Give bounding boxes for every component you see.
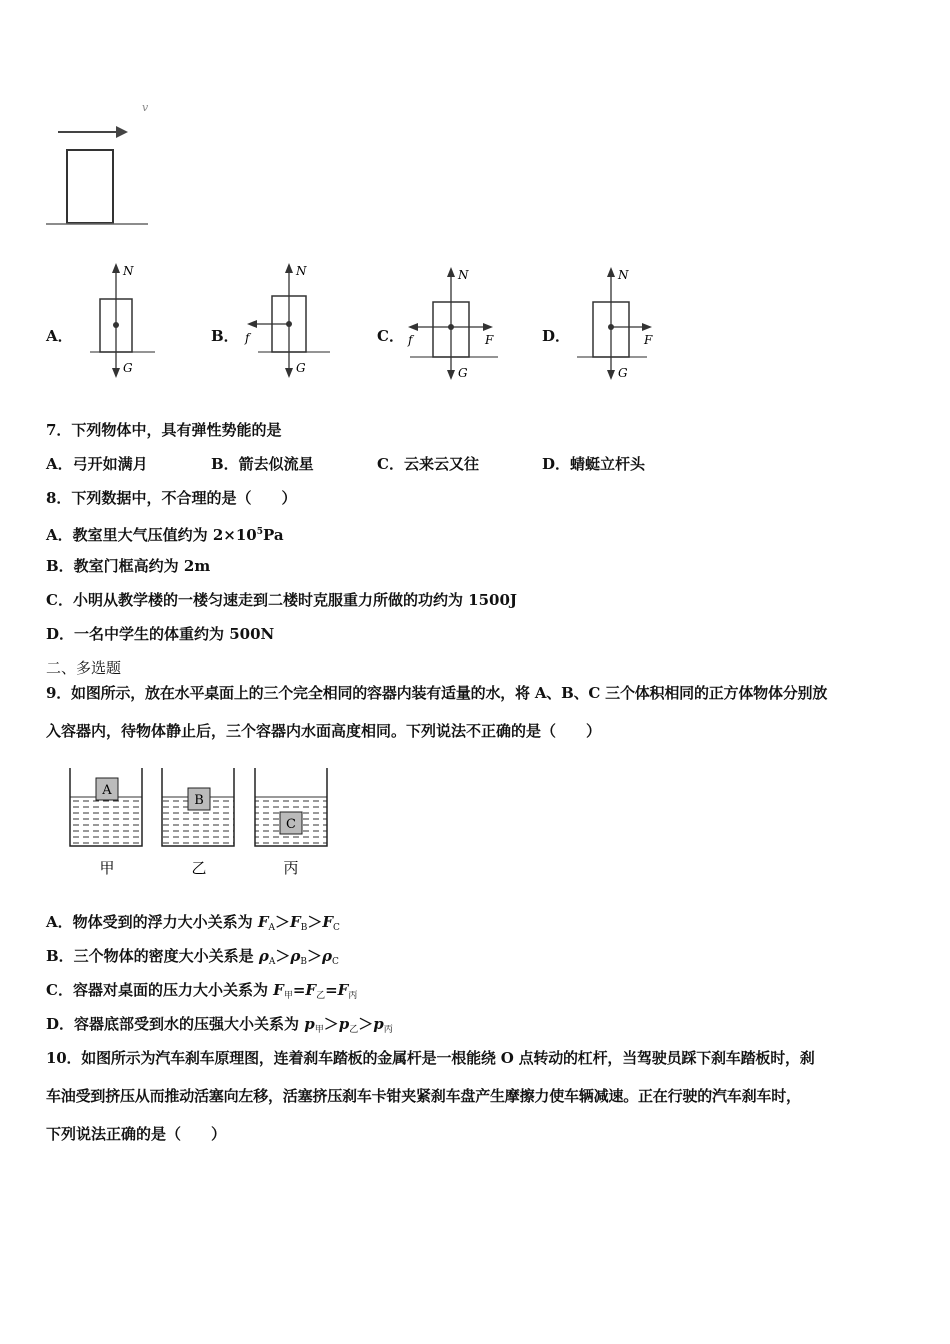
applied-force-arrowhead — [483, 323, 493, 331]
water — [70, 797, 142, 845]
center-point — [448, 324, 454, 330]
caption-bing: 丙 — [283, 859, 299, 877]
velocity-arrow-head — [116, 126, 128, 138]
q8-option-c[interactable]: C．小明从教学楼的一楼匀速走到二楼时克服重力所做的功约为 1500J — [46, 591, 518, 609]
force-label-f: f — [408, 333, 413, 347]
subscript: C — [333, 923, 340, 933]
force-label-g: G — [618, 366, 628, 380]
force-label-g: G — [458, 366, 468, 380]
q6-option-d-diagram — [572, 262, 662, 387]
gravity-arrowhead — [607, 370, 615, 380]
q7-option-d[interactable]: D．蜻蜓立杆头 — [542, 455, 646, 473]
force-label-applied: F — [485, 333, 494, 347]
q9-option-b-text: B．三个物体的密度大小关系是 — [46, 947, 259, 965]
force-label-n: N — [458, 268, 469, 282]
q6-option-d-label[interactable]: D． — [542, 327, 571, 345]
force-label-f: f — [245, 331, 250, 345]
relation: = — [292, 981, 306, 999]
subscript: 丙 — [348, 991, 358, 1001]
q6-option-a-diagram — [85, 258, 165, 383]
subscript: 乙 — [349, 1025, 359, 1035]
q8-option-a-exponent: 5 — [256, 527, 264, 537]
symbol: ρ — [258, 947, 269, 965]
subscript: A — [268, 923, 276, 933]
symbol: p — [304, 1015, 315, 1033]
subscript: 甲 — [314, 1025, 324, 1035]
caption-yi: 乙 — [191, 859, 207, 877]
section-heading: 二、多选题 — [46, 659, 122, 677]
q8-option-b[interactable]: B．教室门框高约为 2m — [46, 557, 211, 575]
gravity-arrowhead — [285, 368, 293, 378]
relation: ＞ — [275, 913, 291, 931]
relation: = — [325, 981, 338, 999]
q7-option-c[interactable]: C．云来云又往 — [377, 455, 479, 473]
subscript: B — [300, 923, 308, 933]
friction-arrowhead — [247, 320, 257, 328]
subscript: C — [332, 957, 339, 967]
q10-stem-line-1: 10．如图所示为汽车刹车原理图，连着刹车踏板的金属杆是一根能绕 O 点转动的杠杆，当驾驶员踩下刹车踏板时，刹 — [46, 1049, 815, 1067]
q9-option-c-text: C．容器对桌面的压力大小关系为 — [46, 981, 274, 999]
container-yi — [162, 768, 234, 877]
q6-option-a-label[interactable]: A． — [46, 327, 73, 345]
symbol: F — [337, 981, 349, 999]
q8-stem: 8．下列数据中，不合理的是（ ） — [46, 489, 297, 507]
center-point — [608, 324, 614, 330]
container-jia — [70, 768, 142, 877]
relation: ＞ — [323, 1015, 339, 1033]
q9-option-a-text: A．物体受到的浮力大小关系为 — [46, 913, 258, 931]
q9-option-a[interactable] — [46, 912, 340, 938]
subscript: 乙 — [316, 991, 326, 1001]
block-velocity-figure — [40, 95, 170, 235]
q9-option-d-text: D．容器底部受到水的压强大小关系为 — [46, 1015, 305, 1033]
subscript: A — [268, 957, 276, 967]
symbol: F — [290, 913, 301, 931]
q9-stem-line-1: 9．如图所示，放在水平桌面上的三个完全相同的容器内装有适量的水，将 A、B、C 三个体积相同的正方体物体分别放 — [46, 684, 828, 702]
q7-option-a[interactable]: A．弓开如满月 — [46, 455, 148, 473]
q9-option-b[interactable] — [46, 946, 339, 972]
normal-force-arrowhead — [447, 267, 455, 277]
q8-option-a-text: A．教室里大气压值约为 2×10 — [46, 526, 257, 544]
symbol: F — [273, 981, 284, 999]
force-label-n: N — [296, 264, 307, 278]
relation: ＞ — [307, 947, 323, 965]
subscript: 丙 — [383, 1025, 393, 1035]
force-label-n: N — [123, 264, 134, 278]
block-c-label: C — [286, 817, 296, 832]
subscript: 甲 — [283, 991, 293, 1001]
q7-option-b[interactable]: B．箭去似流星 — [211, 455, 314, 473]
velocity-label: v — [142, 101, 149, 114]
relation: ＞ — [358, 1015, 374, 1033]
q6-option-b-label[interactable]: B． — [211, 327, 239, 345]
relation: ＞ — [275, 947, 291, 965]
block-b-label: B — [194, 793, 204, 808]
symbol: ρ — [290, 947, 301, 965]
symbol: p — [338, 1015, 350, 1033]
q10-stem-line-3: 下列说法正确的是（ ） — [46, 1125, 227, 1143]
gravity-arrowhead — [112, 368, 120, 378]
subscript: B — [300, 957, 308, 967]
q9-containers-figure — [62, 762, 342, 882]
symbol: p — [373, 1015, 384, 1033]
center-point — [113, 322, 119, 328]
normal-force-arrowhead — [112, 263, 120, 273]
caption-jia: 甲 — [99, 859, 115, 877]
symbol: F — [305, 981, 317, 999]
normal-force-arrowhead — [607, 267, 615, 277]
friction-arrowhead — [408, 323, 418, 331]
q10-stem-line-2: 车油受到挤压从而推动活塞向左移，活塞挤压刹车卡钳夹紧刹车盘产生摩擦力使车辆减速。正在行驶的汽车刹车时， — [46, 1087, 801, 1105]
q6-option-c-label[interactable]: C． — [377, 327, 404, 345]
q8-option-a-unit: Pa — [263, 526, 284, 544]
normal-force-arrowhead — [285, 263, 293, 273]
force-label-n: N — [618, 268, 629, 282]
q8-option-a[interactable] — [46, 522, 284, 545]
gravity-arrowhead — [447, 370, 455, 380]
q6-option-b-diagram — [240, 258, 335, 383]
q8-option-d[interactable]: D．一名中学生的体重约为 500N — [46, 625, 275, 643]
force-label-g: G — [123, 361, 133, 375]
relation: ＞ — [307, 913, 323, 931]
symbol: F — [322, 913, 333, 931]
container-bing — [255, 768, 327, 877]
q7-stem: 7．下列物体中，具有弹性势能的是 — [46, 421, 282, 439]
moving-block — [67, 150, 113, 223]
symbol: ρ — [322, 947, 333, 965]
force-label-g: G — [296, 361, 306, 375]
center-point — [286, 321, 292, 327]
applied-force-arrowhead — [642, 323, 652, 331]
q9-option-d[interactable] — [46, 1014, 393, 1040]
q6-option-c-diagram — [400, 262, 505, 387]
block-a-label: A — [102, 783, 112, 798]
q9-option-c[interactable] — [46, 980, 357, 1006]
q9-stem-line-2: 入容器内，待物体静止后，三个容器内水面高度相同。下列说法不正确的是（ ） — [46, 722, 602, 740]
force-label-applied: F — [644, 333, 653, 347]
symbol: F — [257, 913, 269, 931]
